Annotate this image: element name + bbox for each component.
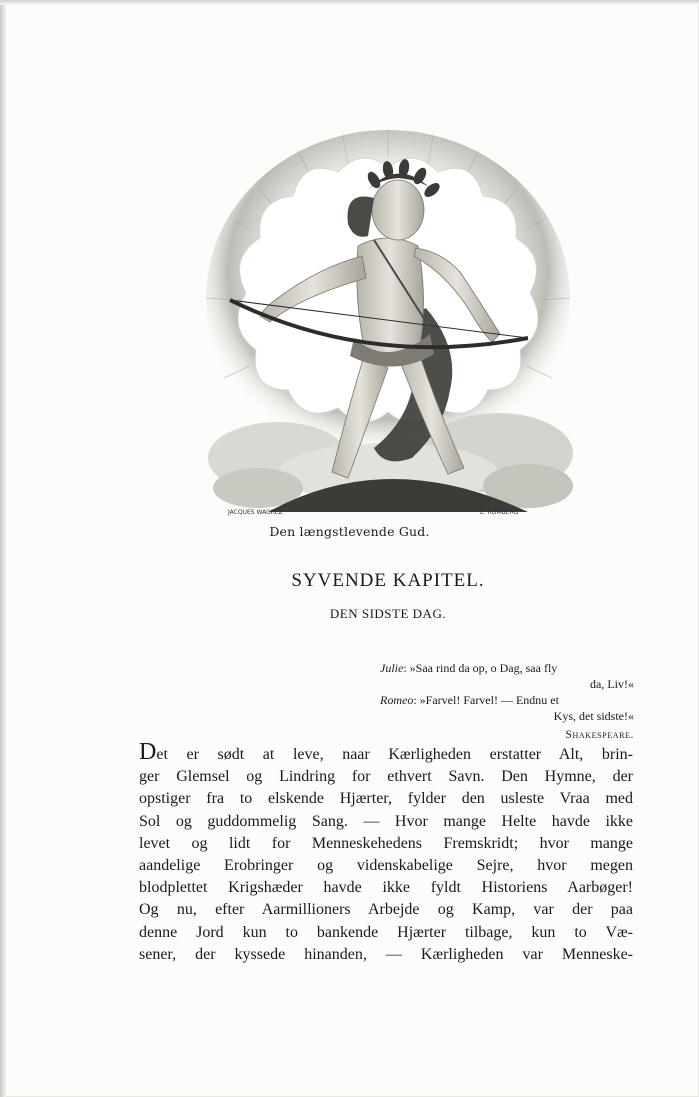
epigraph-romeo-cont: Kys, det sidste!« bbox=[553, 709, 634, 723]
chapter-title: SYVENDE KAPITEL. bbox=[291, 570, 485, 591]
body-line: sener, der kyssede hinanden, — Kærligheden var Menneske- bbox=[139, 945, 633, 963]
body-line: ger Glemsel og Lindring for ethvert Savn. Den Hymne, der bbox=[139, 768, 633, 786]
body-line: blodplettet Krigshæder havde ikke fyldt Historiens Aarbøger! bbox=[139, 879, 633, 897]
body-line-text: et er sødt at leve, naar Kærligheden erstatter Alt, brin- bbox=[156, 746, 633, 763]
cupid-engraving-illustration bbox=[198, 128, 578, 520]
body-line bbox=[139, 739, 633, 766]
body-line: denne Jord kun to bankende Hjærter tilbage, kun to Væ- bbox=[139, 923, 633, 941]
body-line: levet og lidt for Menneskehedens Fremskridt; hvor mange bbox=[139, 834, 633, 852]
signature-left: JACQUES WAGREZ bbox=[228, 509, 283, 516]
page-edge-left bbox=[0, 0, 6, 1097]
epigraph-speaker-romeo: Romeo bbox=[380, 693, 414, 707]
body-line: aandelige Erobringer og videnskabelige Sejre, hvor megen bbox=[139, 857, 633, 875]
page-edge-top bbox=[0, 0, 699, 5]
epigraph-julie-cont: da, Liv!« bbox=[590, 677, 634, 691]
epigraph-speaker-julie: Julie bbox=[380, 661, 404, 675]
signature-right: E. ROMBERG bbox=[480, 509, 519, 516]
body-line: opstiger fra to elskende Hjærter, fylder den usleste Vraa med bbox=[139, 790, 633, 808]
epigraph-julie-line bbox=[380, 660, 634, 676]
chapter-subtitle: DEN SIDSTE DAG. bbox=[329, 606, 447, 621]
epigraph bbox=[380, 660, 634, 743]
epigraph-romeo-text: : »Farvel! Farvel! — Endnu et bbox=[413, 693, 559, 707]
body-paragraph bbox=[139, 739, 633, 966]
body-line: Sol og guddommelig Sang. — Hvor mange Helte havde ikke bbox=[139, 812, 633, 830]
drop-cap: D bbox=[139, 739, 157, 765]
epigraph-romeo-line bbox=[380, 692, 634, 708]
epigraph-author: Shakespeare. bbox=[565, 729, 634, 741]
body-line: Og nu, efter Aarmillioners Arbejde og Kamp, var der paa bbox=[139, 901, 633, 919]
illustration-caption: Den længstlevende Gud. bbox=[269, 524, 430, 539]
epigraph-julie-text: : »Saa rind da op, o Dag, saa fly bbox=[403, 661, 558, 675]
